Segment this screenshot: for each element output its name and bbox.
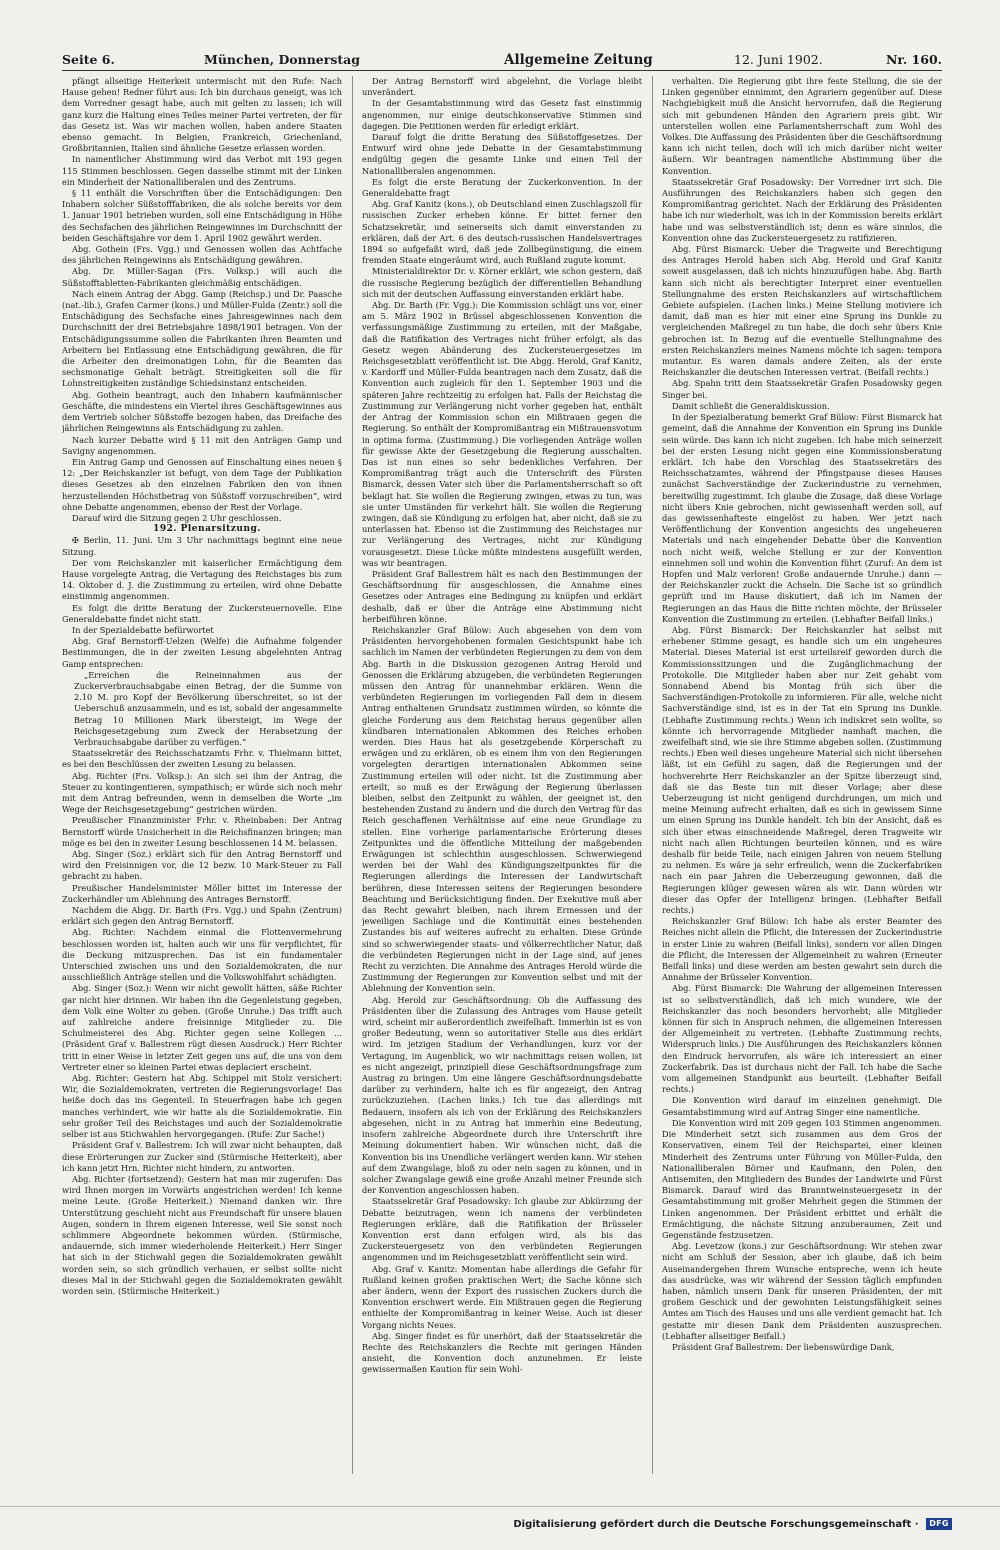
paragraph: Es folgt die erste Beratung der Zuckerkonvention. In der Generaldebatte fragt xyxy=(362,176,642,199)
paragraph: Abg. Singer findet es für unerhört, daß der Staatssekretär die Rechte des Reichskanzlers die Rechte mit geringen Händen ansieht, die Konvention doch anzunehmen. Er leiste gewissermaßen Kaution für sein Wohl- xyxy=(362,1330,642,1375)
paragraph: § 11 enthält die Vorschriften über die Entschädigungen: Den Inhabern solcher Süßstofffabriken, die als solche bereits vor dem 1. Januar 1901 betrieben wurden, soll eine Entschädigung in Höhe des Sechsfachen des jährlichen Reingewinnes im Durchschnitt der beiden Geschäftsjahre vor dem 1. April 1902 gewährt werden. xyxy=(62,188,342,243)
paragraph: Preußischer Handelsminister Möller bittet im Interesse der Zuckerhändler um Ablehnung des Antrages Bernstorff. xyxy=(62,882,342,904)
paragraph: Nach einem Antrag der Abgg. Gamp (Reichsp.) und Dr. Paasche (nat.-lib.), Grafen Carmer (kons.) und Müller-Fulda (Zentr.) soll die Entschädigung des Sechsfache eines Jahresgewinnes nach dem Durchschnitt der drei Betriebsjahre 1898/1901 betragen. Von der Entschädigungssumme sollen die Fabrikanten ihren Beamten und Arbeitern bei Entlassung eine Entschädigung gewähren, die für die Arbeiter den dreimonatigen Lohn, für die Beamten das sechsmonatige Gehalt beträgt. Streitigkeiten soll die für Lohnstreitigkeiten zuständige Schiedsinstanz entscheiden. xyxy=(62,288,342,389)
paragraph: Abg. Richter: Nachdem einmal die Flottenvermehrung beschlossen worden ist, halten auch wir uns für verpflichtet, für die Deckung mitzusprechen. Das ist ein fundamentaler Unterschied zwischen uns und den Sozialdemokraten, die nur ausschließlich Anträge stellen und die Volkswohlfahrt schädigten. xyxy=(62,927,342,983)
issue-number: Nr. 160. xyxy=(885,52,942,67)
paragraph: Abg. Singer (Soz.): Wenn wir nicht gewollt hätten, säße Richter gar nicht hier drinnen. Wir haben ihn die Gegenleistung gegeben, dem Volk eine Wolter zu geben. (Große Unruhe.) Das trifft auch auf zahlreiche andere freisinnige Mitglieder zu. Die Schulmeisterei des Abg. Richter gegen seine Kollegen ... (Präsident Graf v. Ballestrem rügt diesen Ausdruck.) Herr Richter tritt in einer Weise in letzter Zeit gegen uns auf, die uns von dem Vertreter einer so kleinen Partei etwas deplaciert erscheint. xyxy=(62,983,342,1072)
paragraph: 192. Plenarsitzung. xyxy=(153,524,261,535)
paragraph: Abg. Graf Bernstorff-Uelzen (Welfe) die Aufnahme folgender Bestimmungen, die in der zweiten Lesung abgelehnten Antrag Gamp entsprechen: xyxy=(62,636,342,669)
paragraph: Staatssekretär Graf Posadowsky: Ich glaube zur Abkürzung der Debatte beizutragen, wenn ich namens der verbündeten Regierungen erkläre, daß die Ratifikation der Brüsseler Konvention erst dann erfolgen wird, als bis das Zuckersteuergesetz von den verbündeten Regierungen angenommen und im Reichsgesetzblatt veröffentlicht sein wird. xyxy=(362,1196,642,1263)
paragraph: Abg. Levetzow (kons.) zur Geschäftsordnung: Wir stehen zwar nicht am Schluß der Session, aber ich glaube, daß ich beim Auseinandergehen Ihrem Wunsche entspreche, wenn ich heute das ausdrücke, was wir während der Session täglich empfunden haben, nämlich unsern Dank für unseren Präsidenten, der mit großem Geschick und der gewohnten Leistungsfähigkeit seines Amtes am Tisch des Hauses und uns alle verdient gemacht hat. Ich gestatte mir diesen Dank dem Präsidenten auszusprechen. (Lebhafter allseitiger Beifall.) xyxy=(662,1241,942,1341)
paragraph: Es folgt die dritte Beratung der Zuckersteuernovelle. Eine Generaldebatte findet nicht statt. xyxy=(62,602,342,624)
paragraph: Abg. Fürst Bismarck: Die Wahrung der allgemeinen Interessen ist so selbstverständlich, daß ich mich wundere, wie der Reichskanzler das noch besonders hervorhebt; alle Mitglieder können für sich in Anspruch nehmen, die allgemeinen Interessen der Allgemeinheit zu vertreten. (Lebhafte Zustimmung rechts, Widerspruch links.) Die Ausführungen des Reichskanzlers können den Eindruck hervorrufen, als wäre ich interessiert an einer Zuckerfabrik. Das ist durchaus nicht der Fall. Ich habe die Sache vom allgemeinen Standpunkt aus beurteilt. (Lebhafter Beifall rechts.) xyxy=(662,983,942,1095)
paragraph: Abg. Graf Kanitz (kons.), ob Deutschland einen Zuschlagszoll für russischen Zucker erheben könne. Er bittet ferner den Schatzsekretär, und seinerseits sich damit einverstanden zu erklären, daß der Art. 6 des deutsch-russischen Handelsvertrages 1894 so aufgefaßt wird, daß jede Zollbegünstigung, die einem fremden Staate eingeräumt wird, auch Rußland zugute kommt. xyxy=(362,199,642,266)
paragraph: In namentlicher Abstimmung wird das Verbot mit 193 gegen 115 Stimmen beschlossen. Gegen dasselbe stimmt mit der Linken ein Minderheit der Nationalliberalen und des Zentrums. xyxy=(62,154,342,187)
paragraph: Abg. Spahn tritt dem Staatssekretär Grafen Posadowsky gegen Singer bei. xyxy=(662,378,942,400)
paragraph: In der Spezialberatung bemerkt Graf Bülow: Fürst Bismarck hat gemeint, daß die Annahme der Konvention ein Sprung ins Dunkle sein würde. Das kann ich nicht zugeben. Ich habe mich seinerzeit bei der ersten Lesung nicht gegen eine Kommissionsberatung erklärt. Ich habe den Vorschlag des Staatssekretärs des Reichsschatzamtes, während der Pfingstpause dieses Hauses zunächst Sachverständige der Zuckerindustrie zu vernehmen, bereitwillig zugestimmt. Ich glaube die Zusage, daß diese Vorlage nicht übers Knie gebrochen, nicht gewissenhaft werden soll, auf das gewissenhafteste eingelöst zu haben. Wer jetzt nach Veröffentlichung der Konvention angesichts des ungeheueren Materials und nach eingehender Debatte über die Konvention noch nicht weiß, welche Stellung er zur der Konvention einnehmen soll und wohin die Konvention führt (Zuruf: An dem ist Hopfen und Malz verloren! Große andauernde Unruhe.) dann — der Reichskanzler zuckt die Achseln. Die Sache ist so gründlich geprüft und im Hause diskutiert, daß ich im Namen der Regierungen an das Haus die Bitte richten möchte, der Brüsseler Konvention die Zustimmung zu erteilen. (Lebhafter Beifall links.) xyxy=(662,412,942,624)
paragraph: Darauf wird die Sitzung gegen 2 Uhr geschlossen. xyxy=(72,512,282,523)
paragraph: Abg. Richter: Gestern hat Abg. Schippel mit Stolz versichert: Wir, die Sozialdemokraten, vertreten die Regierungsvorlage! Das heiße doch das ins Gegenteil. In Steuerfragen habe ich gegen manches verhindert, wie wir hatte als die Sozialdemokratie. Ein sehr großer Teil des Reichstages und auch der Sozialdemokratie selber ist aus Stichwahlen hervorgegangen. (Rufe: Zur Sache!) xyxy=(62,1073,342,1140)
paragraph: Reichskanzler Graf Bülow: Auch abgesehen von dem vom Präsidenten hervorgehobenen formalen Gesichtspunkt habe ich sachlich im Namen der verbündeten Regierungen zu dem von dem Abg. Barth in die Diskussion gezogenen Antrag Herold und Genossen die Erklärung abzugeben, die verbündeten Regierungen müssen den Antrag für unannehmbar erklären. Wenn die verbündeten Regierungen im vorliegenden Fall dem in diesem Antrag enthaltenen Grundsatz zustimmen würden, so könnte die gleiche Forderung aus dem Reichstag heraus gegenüber allen kündbaren internationalen Abkommen des Reiches erhoben werden. Dies Haus hat als gesetzgebende Körperschaft zu erwägen und zu erklären, ob es einem ihm von den Regierungen vorgelegten derartigen internationalen Abkommen seine Zustimmung erteilen will oder nicht. Ist die Zustimmung aber erteilt, so muß es der Erwägung der Regierung überlassen bleiben, selbst den Zeitpunkt zu wählen, der geeignet ist, den bestehenden Zustand zu ändern und die durch den Vertrag für das Reich geschaffenen Verhältnisse auf eine neue Grundlage zu stellen. Eine vorherige parlamentarische Erörterung dieses Zeitpunktes und die öffentliche Mitteilung der maßgebenden Erwägungen ist schlechthin ausgeschlossen. Schwerwiegend werden bei der Wahl des Kündigungszeitpunktes für die Regierungen allerdings die Interessen der Landwirtschaft berühren, diese Interessen seitens der Regierungen besondere Beachtung und Berücksichtigung finden. Der Exekutive muß aber das Recht gewahrt bleiben, nach ihrem Ermessen und der jeweiligen Sachlage und die Kontinuität eines bestehenden Zustandes bis auf weiteres aufrecht zu erhalten. Diese Gründe sind so schwerwiegender staats- und völkerrechtlicher Natur, daß die verbündeten Regierungen nicht in der Lage sind, auf jenes Recht zu verzichten. Die Annahme des Antrages Herold würde die Zustimmung der Regierungen zur Konvention selbst und mit der Ablehnung der Konvention sein. xyxy=(362,624,642,994)
text-column-1 xyxy=(62,76,342,1474)
paragraph: Präsident Graf Ballestrem: Der liebenswürdige Dank, xyxy=(672,1341,895,1352)
paragraph: Reichskanzler Graf Bülow: Ich habe als erster Beamter des Reiches nicht allein die Pflicht, die Interessen der Zuckerindustrie in erster Linie zu wahren (Beifall links), sondern vor allen Dingen die Pflicht, die Interessen der Allgemeinheit zu wahren (Erneuter Beifall links) und diese werden am besten gewahrt sein durch die Annahme der Brüsseler Konvention. xyxy=(662,916,942,983)
place-and-day: München, Donnerstag xyxy=(204,52,360,67)
paragraph: Der Antrag Bernstorff wird abgelehnt, die Vorlage bleibt unverändert. xyxy=(362,76,642,98)
paragraph: Abg. Fürst Bismarck: Ueber die Tragweite und Berechtigung des Antrages Herold haben sich Abg. Herold und Graf Kanitz soweit ausgelassen, daß ich nichts hinzuzufügen habe. Abg. Barth kann sich nicht als berechtigter Interpret einer eventuellen Stellungnahme des ersten Reichskanzlers auf wirtschaftlichem Gebiete aufspielen. (Lachen links.) Meine Stellung motiviere ich damit, daß man es hier mit einer eine Sprung ins Dunkle zu vergleichenden Maßregel zu tun habe, die doch sehr übers Knie gebrochen ist. In Bezug auf die eventuelle Stellungnahme des ersten Reichskanzlers meines Namens möchte ich sagen: tempora mutantur. Es waren damals andere Zeiten, als der erste Reichskanzler die deutschen Interessen vertrat. (Beifall rechts.) xyxy=(662,244,942,378)
paragraph: Nach kurzer Debatte wird § 11 mit den Anträgen Gamp und Savigny angenommen. xyxy=(62,434,342,456)
paragraph: Abg. Gothein (Frs. Vgg.) und Genossen wollen das Achtfache des jährlichen Reingewinns als Entschädigung gewähren. xyxy=(62,244,342,266)
page-number: Seite 6. xyxy=(62,52,115,67)
paragraph: verhalten. Die Regierung gibt ihre feste Stellung, die sie der Linken gegenüber einnimmt, den Agrariern gegenüber auf. Diese Nachgiebigkeit muß die Ansicht hervorrufen, daß die Regierung sich mit gebundenen Händen den Agrariern preis gibt. Wir unterstellen wollen eine Parlamentsherrschaft zum Wohl des Volkes. Die Auffassung des Präsidenten über die Geschäftsordnung kann ich nicht teilen, doch will ich mich darüber nicht weiter äußern. Wir beantragen namentliche Abstimmung über die Konvention. xyxy=(662,76,942,176)
column-divider xyxy=(352,76,353,1474)
text-column-2 xyxy=(362,76,642,1474)
paragraph: Abg. Richter (fortsetzend): Gestern hat man mir zugerufen: Das wird Ihnen morgen im Vorwärts angestrichen werden! Ich kenne meine Leute. (Große Heiterkeit.) Niemand danken wir. Ihre Unterstützung geschieht nicht aus Freundschaft für unsere blauen Augen, sondern in Ihrem eigenen Interesse, weil Sie sonst noch schlimmere Abgeordnete bekommen würden. (Stürmische, andauernde, sich immer wiederholende Heiterkeit.) Herr Singer hat sich in der Stichwahl gegen die Sozialdemokraten gewählt worden sein, so sich gründlich verhauen, er selbst sollte nicht dieses Mal in der Stichwahl gegen die Sozialdemokraten gewählt worden sein. (Stürmische Heiterkeit.) xyxy=(62,1173,342,1296)
paragraph: In der Spezialdebatte befürwortet xyxy=(72,624,214,635)
header-rule xyxy=(62,70,942,71)
paragraph: Abg. Herold zur Geschäftsordnung: Ob die Auffassung des Präsidenten über die Zulassung des Antrages vom Hause geteilt wird, scheint mir außerordentlich zweifelhaft. Immerhin ist es von großer Bedeutung, wenn so autoritativer Stelle aus dies erklärt wird. Im jetzigen Stadium der Verhandlungen, kurz vor der Vertagung, im Augenblick, wo wir nachmittags reisen wollen, ist es nicht angezeigt, prinzipiell diese Geschäftsordnungsfrage zum Austrag zu bringen. Um eine längere Geschäftsordnungsdebatte darüber zu verhindern, halte ich es für angezeigt, den Antrag zurückzuziehen. (Lachen links.) Ich tue das allerdings mit Bedauern, insofern als ich von der Erklärung des Reichskanzlers abgesehen, nicht in zu Antrag hat immerhin eine Bedeutung, insofern zahlreiche Abgeordnete durch ihre Unterschrift ihre Meinung dokumentiert haben. Wir wünschen nicht, daß die Konvention bis ins Unendliche verlängert werden kann. Wir stehen auf dem Zwangslage, bloß zu oder nein sagen zu können, und in solcher Zwangslage gewiß eine große Anzahl meiner Freunde sich der Konvention angeschlossen haben. xyxy=(362,994,642,1196)
paragraph: Nachdem die Abgg. Dr. Barth (Frs. Vgg.) und Spahn (Zentrum) erklärt sich gegen den Antrag Bernstorff. xyxy=(62,905,342,927)
footer-divider xyxy=(0,1506,1000,1507)
page-header xyxy=(62,52,942,70)
paragraph: Die Konvention wird darauf im einzelnen genehmigt. Die Gesamtabstimmung wird auf Antrag Singer eine namentliche. xyxy=(662,1095,942,1117)
paragraph: Ministerialdirektor Dr. v. Körner erklärt, wie schon gestern, daß die russische Regierung bezüglich der differentiellen Behandlung sich mit der deutschen Auffassung einverstanden erklärt habe. xyxy=(362,266,642,299)
paragraph: ✠ Berlin, 11. Juni. Um 3 Uhr nachmittags beginnt eine neue Sitzung. xyxy=(62,535,342,557)
paragraph: Der vom Reichskanzler mit kaiserlicher Ermächtigung dem Hause vorgelegte Antrag, die Vertagung des Reichstages bis zum 14. Oktober d. J. die Zustimmung zu erteilen, wird ohne Debatte einstimmig angenommen. xyxy=(62,557,342,602)
digitization-credit xyxy=(513,1518,952,1534)
paragraph: Staatssekretär Graf Posadowsky: Der Vorredner irrt sich. Die Ausführungen des Reichskanzlers haben sich gegen den Kompromißantrag gerichtet. Nach der Erklärung des Präsidenten habe ich nur wiederholt, was ich in der Kommission bereits erklärt habe und was selbstverständlich ist; denn es wäre sinnlos, die Konvention ohne das Zuckersteuergesetz zu ratifizieren. xyxy=(662,176,942,243)
text-column-3 xyxy=(662,76,942,1474)
paragraph: Staatssekretär des Reichsschatzamts Frhr. v. Thielmann bittet, es bei den Beschlüssen der zweiten Lesung zu belassen. xyxy=(62,748,342,770)
paragraph: Abg. Gothein beantragt, auch den Inhabern kaufmännischer Geschäfte, die mindestens ein Viertel ihres Geschäftsgewinnes aus dem Vertrieb solcher Süßstoffe bezogen haben, das Dreifache des jährlichen Reingewinns als Entschädigung zu zahlen. xyxy=(62,389,342,434)
paragraph: pfängt allseitige Heiterkeit untermischt mit den Rufe: Nach Hause gehen! Redner führt aus: Ich bin durchaus geneigt, was ich dem Vorredner gesagt habe, auch mit gelten zu lassen; ich will ganz kurz die Haltung eines Teiles meiner Partei vertreten, der für das Gesetz ist. Was wir machen wollen, haben andere Staaten ebenso gemacht. In Belgien, Frankreich, Griechenland, Großbritannien, Italien sind ähnliche Gesetze erlassen worden. xyxy=(62,76,342,154)
paragraph: Abg. Richter (Frs. Volksp.): An sich sei ihm der Antrag, die Steuer zu kontingentieren, sympathisch; er würde sich noch mehr mit dem Antrag befreunden, wenn in demselben die Worte „im Wege der Reichsgesetzgebung“ gestrichen würden. xyxy=(62,770,342,815)
newspaper-title: Allgemeine Zeitung xyxy=(504,52,653,68)
paragraph: Präsident Graf Ballestrem hält es nach den Bestimmungen der Geschäftsordnung für ausgeschlossen, die Annahme eines Gesetzes oder Antrages eine Bedingung zu knüpfen und erklärt deshalb, daß er über die Anträge eine Abstimmung nicht herbeiführen könne. xyxy=(362,568,642,624)
paragraph: Präsident Graf v. Ballestrem: Ich will zwar nicht behaupten, daß diese Erörterungen zur Zucker sind (Stürmische Heiterkeit), aber ich kann jetzt Hrn. Richter nicht hindern, zu antworten. xyxy=(62,1140,342,1173)
paragraph: „Erreichen die Reineinnahmen aus der Zuckerverbrauchsabgabe einen Betrag, der die Summe von 2.10 M. pro Kopf der Bevölkerung überschreitet, so ist der Ueberschuß anzusammeln, und es ist, sobald der angesammelte Betrag 10 Millionen Mark übersteigt, im Wege der Reichsgesetzgebung zum Zweck der Herabsetzung der Verbrauchsabgabe darüber zu verfügen.“ xyxy=(74,669,342,747)
paragraph: Ein Antrag Gamp und Genossen auf Einschaltung eines neuen § 12: „Der Reichskanzler ist befugt, von dem Tage der Publikation dieses Gesetzes ab den einzelnen Fabriken den von ihnen herzustellenden Höchstbetrag von Süßstoff vorzuschreiben“, wird ohne Debatte angenommen, ebenso der Rest der Vorlage. xyxy=(62,456,342,512)
paragraph: Preußischer Finanzminister Frhr. v. Rheinbaben: Der Antrag Bernstorff würde Unsicherheit in die Reichsfinanzen bringen; man möge es bei den in zweiter Lesung beschlossenen 14 M. belassen. xyxy=(62,815,342,848)
paragraph: Darauf folgt die dritte Beratung des Süßstoffgesetzes. Der Entwurf wird ohne jede Debatte in der Gesamtabstimmung endgültig gegen die gesamte Linke und einen Teil der Nationalliberalen angenommen. xyxy=(362,132,642,176)
paragraph: Abg. Fürst Bismarck: Der Reichskanzler hat selbst mit erhebener Stimme gesagt, es handle sich um ein ungeheures Material. Dieses Material ist erst urteilsreif geworden durch die Kommissionssitzungen und die Zugänglichmachung der Protokolle. Die Mitglieder haben aber nur Zeit gehabt vom Sonnabend Abend bis Montag früh sich über die Sachverständigen-Protokolle zu informieren. Für alle, welche nicht Sachverständige sind, ist es in der Tat ein Sprung ins Dunkle. (Lebhafte Zustimmung rechts.) Wenn ich indiskret sein wollte, so könnte ich hervorragende Mitglieder namhaft machen, die zweifelhaft sind, wie sie ihre Stimme abgeben sollen. (Zustimmung rechts.) Eben weil dieses ungeheure Material sich nicht übersehen läßt, ist ein Gefühl zu sagen, daß die Regierungen und der hochverehrte Herr Reichskanzler an der Spitze überzeugt sind, daß sie das Beste tun mit dieser Vorlage; aber diese Ueberzeugung ist nicht genügend durchdrungen, um mich und meine Meinung aufrecht erhalten, daß es sich in gewissem Sinne um einen Sprung ins Dunkle handelt. Ich bin der Ansicht, daß es sich über etwas einschneidende Maßregel, deren Tragweite wir nicht nach allen Richtungen beurteilen können, und es wäre deshalb für beide Teile, nach einigen Jahren von neuem Stellung zu nehmen. Es wäre ja sehr erfreulich, wenn die Zuckerfabriken nach ein paar Jahren die Ueberzeugung gewonnen, daß die Regierungen klüger gewesen wären als wir. Dann würden wir dieser das Opfer der Intelligenz bringen. (Lebhafter Beifall rechts.) xyxy=(662,624,942,916)
paragraph: Damit schließt die Generaldiskussion. xyxy=(672,400,830,411)
paragraph: Abg. Dr. Barth (Fr. Vgg.): Die Kommission schlägt uns vor, einer am 5. März 1902 in Brüssel abgeschlossenen Konvention die verfassungsmäßige Zustimmung zu erteilen, mit der Maßgabe, daß die Ratifikation des Vertrages nicht früher erfolgt, als das Gesetz wegen Abänderung des Zuckersteuergesetzes im Reichsgesetzblatt veröffentlicht ist. Die Abgg. Herold, Graf Kanitz, v. Kardorff und Müller-Fulda beantragen nach dem Zusatz, daß die Konvention auch zugleich für den 1. September 1903 und die späteren Jahre rechtzeitig zu erfolgen hat. Falls der Reichstag die Zustimmung zur Verlängerung nicht vorher gegeben hat, enthält der Antrag der Kommission schon ein Mißtrauen gegen die Regierung. So enthält der Kompromißantrag ein Mißtrauensvotum in optima forma. (Zustimmung.) Die vorliegenden Anträge wollen für gewisse Akte der Gesetzgebung die Regierung ausschalten. Das ist nun eines so sehr bedenkliches Verfahren. Der Kompromißantrag trägt auch die Unterschrift des Fürsten Bismarck, dessen Vater sich über die Parlamentsherrschaft so oft beklagt hat. Sie wollen die Regierung zwingen, etwas zu tun, was sie unter Umständen für verkehrt hält. Sie wollen die Regierung zwingen, daß sie Kündigung zu erfolgen hat, aber nicht, daß sie zu unterlassen hat. Ebenso ist die Zustimmung des Reichstages nur zur Verlängerung des Vertrages, nicht zur Kündigung vorausgesetzt. Diese Lücke müßte mindestens ausgefüllt werden, was wir beantragen. xyxy=(362,300,642,568)
paragraph: Abg. Singer (Soz.) erklärt sich für den Antrag Bernstorff und wird den Freisinnigen vor, die 12 bezw. 10 Mark-Steuer zu Fall gebracht zu haben. xyxy=(62,849,342,882)
issue-date: 12. Juni 1902. xyxy=(734,52,823,67)
paragraph: Die Konvention wird mit 209 gegen 103 Stimmen angenommen. Die Minderheit setzt sich zusammen aus dem Gros der Konservativen, einem Teil der Reichspartei, einer kleinen Minderheit des Zentrums unter Führung von Müller-Fulda, den Nationalliberalen Börner und Kaufmann, den Polen, den Antisemiten, den Mitgliedern des Bundes der Landwirte und Fürst Bismarck. Darauf wird das Branntweinsteuergesetz in der Gesamtabstimmung mit großer Mehrheit gegen die Stimmen der Linken angenommen. Der Präsident erbittet und erhält die Ermächtigung, die nächste Sitzung anzuberaumen, Zeit und Gegenstände festzusetzen. xyxy=(662,1117,942,1240)
column-divider xyxy=(652,76,653,1474)
dfg-logo: DFG xyxy=(926,1518,952,1530)
paragraph: In der Gesamtabstimmung wird das Gesetz fast einstimmig angenommen, nur einige deutschkonservative Stimmen sind dagegen. Die Petitionen werden für erledigt erklärt. xyxy=(362,98,642,131)
paragraph: Abg. Graf v. Kanitz: Momentan habe allerdings die Gefahr für Rußland keinen großen praktischen Wert; die Sache könne sich aber ändern, wenn der Export des russischen Zuckers durch die Konvention erschwert werde. Ein Mißtrauen gegen die Regierung enthielte der Kompromißantrag in keiner Weise. Auch ist dieser Vorgang nichts Neues. xyxy=(362,1263,642,1330)
credit-text: Digitalisierung gefördert durch die Deutsche Forschungsgemeinschaft · xyxy=(513,1519,919,1530)
paragraph: Abg. Dr. Müller-Sagan (Frs. Volksp.) will auch die Süßstofftabletten-Fabrikanten gleichmäßig entschädigen. xyxy=(62,266,342,288)
